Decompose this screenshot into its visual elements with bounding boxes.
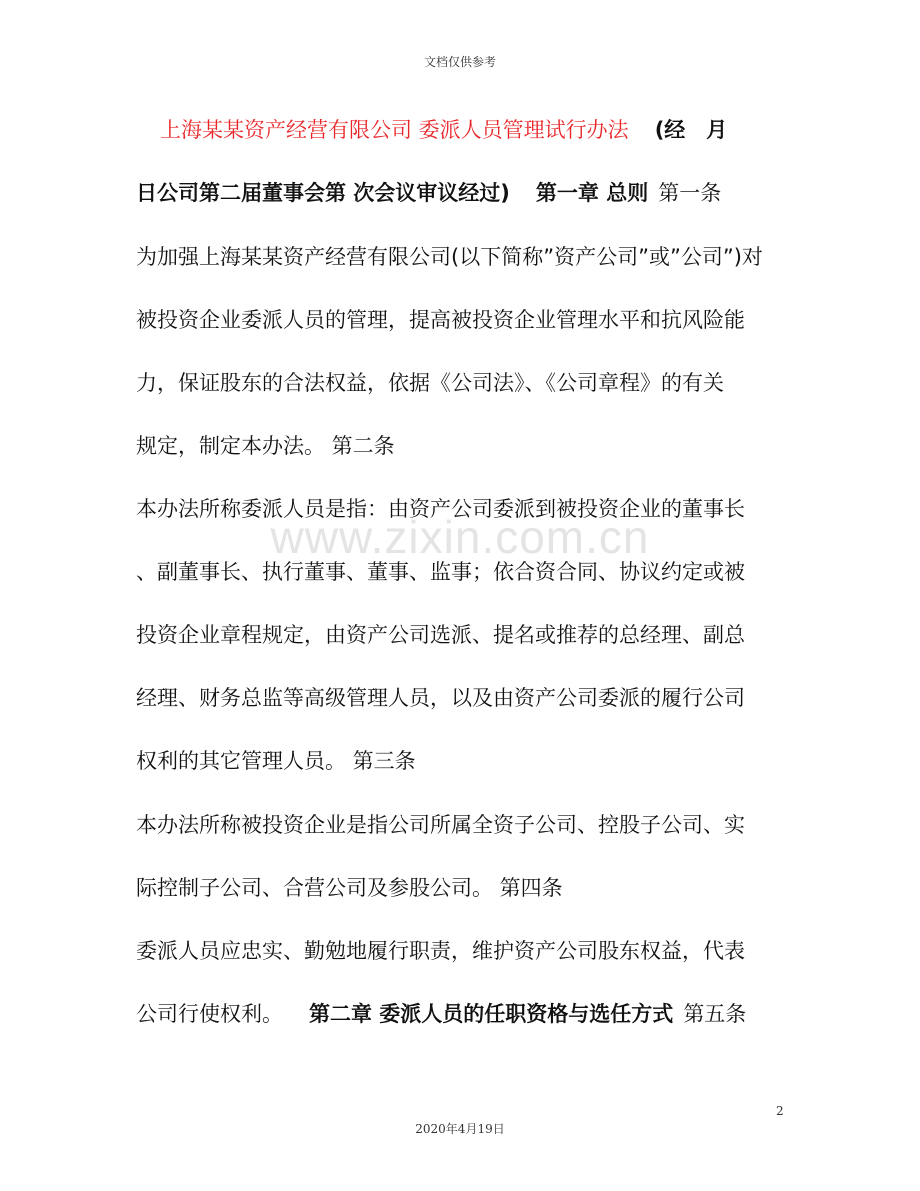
- title-paren: (经 月: [654, 118, 728, 142]
- article-heading-5: 第五条: [683, 1002, 747, 1026]
- text-line-7: 、副董事长、执行董事、董事、监事；依合资合同、协议约定或被: [136, 560, 745, 584]
- text-line-4: 力，保证股东的合法权益，依据《公司法》、《公司章程》的有关: [136, 371, 724, 395]
- text-line-8: 投资企业章程规定，由资产公司选派、提名或推荐的总经理、副总: [136, 623, 745, 647]
- text-line-14: [136, 999, 776, 1029]
- chapter-heading-1: 第一章 总则: [535, 181, 649, 205]
- document-title: [160, 115, 776, 145]
- title-main: 上海某某资产经营有限公司 委派人员管理试行办法: [160, 118, 629, 142]
- text-line-10: 权利的其它管理人员。 第三条: [136, 749, 416, 773]
- approval-note: 日公司第二届董事会第 次会议审议经过): [136, 181, 510, 205]
- page-number: 2: [776, 1104, 784, 1118]
- article-heading-1: 第一条: [658, 181, 722, 205]
- text-line-2: 为加强上海某某资产经营有限公司(以下简称”资产公司”或”公司”)对: [136, 245, 763, 269]
- watermark: www.zixin.com.cn: [270, 511, 650, 563]
- text-line-3: 被投资企业委派人员的管理，提高被投资企业管理水平和抗风险能: [136, 308, 745, 332]
- text-line-11: 本办法所称被投资企业是指公司所属全资子公司、控股子公司、实: [136, 813, 745, 837]
- text-line-6: 本办法所称委派人员是指：由资产公司委派到被投资企业的董事长: [136, 497, 745, 521]
- text-line-9: 经理、财务总监等高级管理人员，以及由资产公司委派的履行公司: [136, 686, 745, 710]
- chapter-heading-2: 第二章 委派人员的任职资格与选任方式: [309, 1002, 674, 1026]
- header-note: 文档仅供参考: [423, 55, 496, 69]
- footer-date: 2020年4月19日: [415, 1122, 505, 1136]
- text-line-13: 委派人员应忠实、勤勉地履行职责，维护资产公司股东权益，代表: [136, 939, 745, 963]
- text-line-1: [136, 178, 776, 208]
- text-line-5: 规定，制定本办法。 第二条: [136, 434, 395, 458]
- text-segment: 公司行使权利。: [136, 1002, 283, 1026]
- text-line-12: 际控制子公司、合营公司及参股公司。 第四条: [136, 876, 563, 900]
